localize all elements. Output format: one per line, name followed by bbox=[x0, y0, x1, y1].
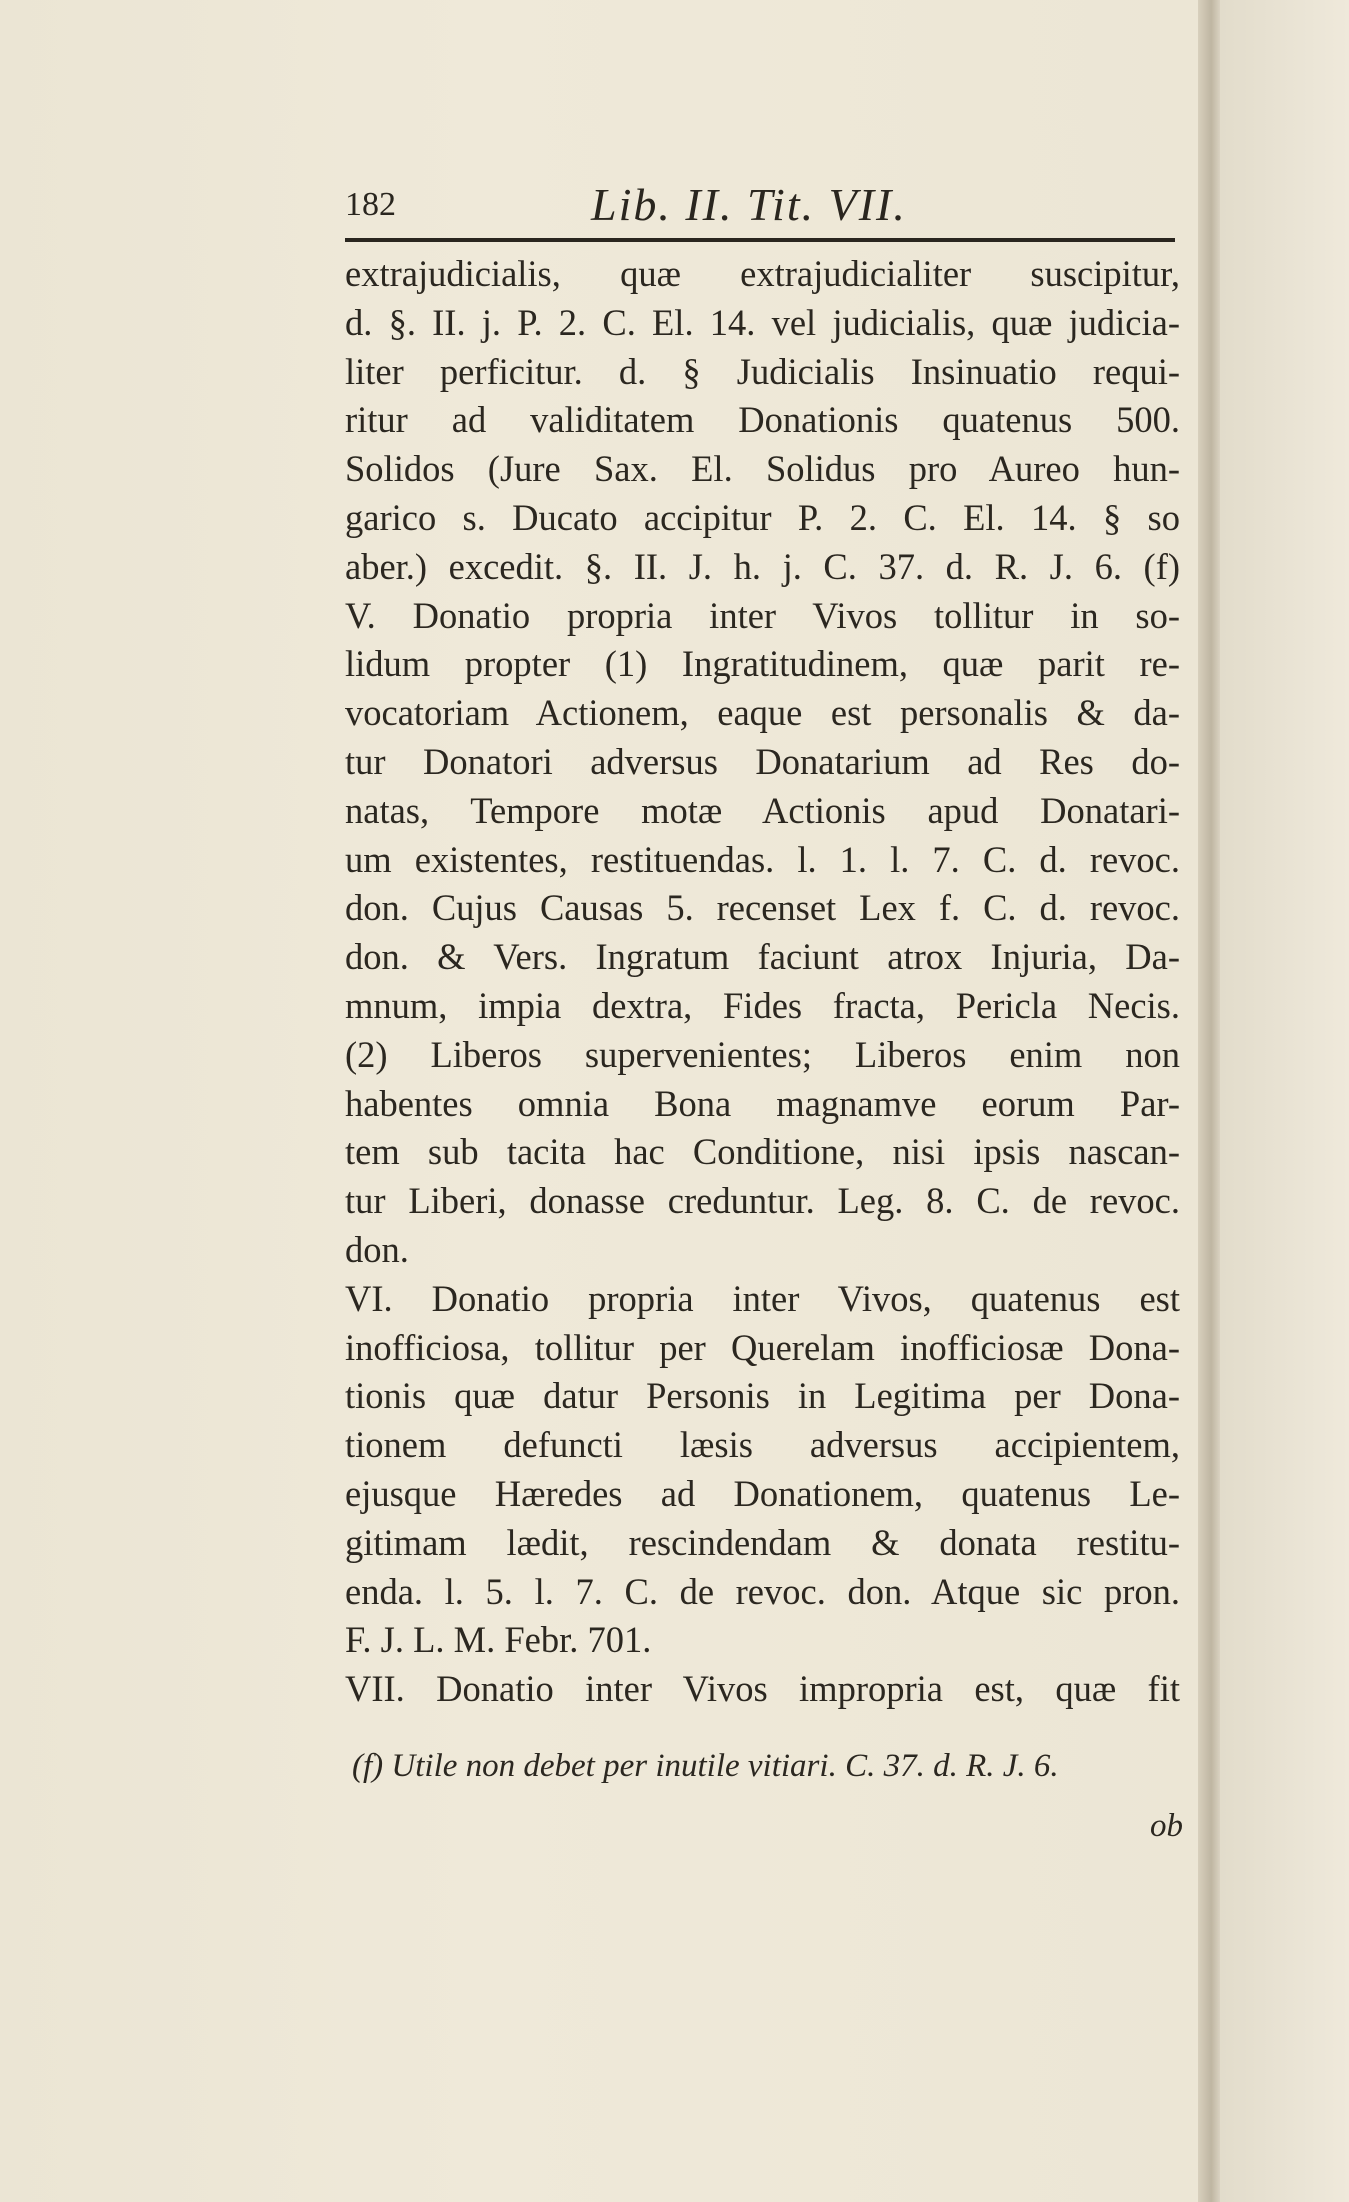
text-line: enda. l. 5. l. 7. C. de revoc. don. Atque sic pron. bbox=[345, 1570, 1180, 1612]
text-line: habentes omnia Bona magnamve eorum Par- bbox=[345, 1082, 1180, 1124]
catchword: ob bbox=[1150, 1808, 1183, 1844]
text-line: ejusque Hæredes ad Donationem, quatenus Le- bbox=[345, 1472, 1180, 1514]
header-rule bbox=[345, 238, 1175, 242]
text-line: (2) Liberos supervenientes; Liberos enim non bbox=[345, 1033, 1180, 1075]
text-line: ritur ad validitatem Donationis quatenus 500. bbox=[345, 399, 1180, 441]
text-line: VII. Donatio inter Vivos impropria est, quæ fit bbox=[345, 1668, 1180, 1710]
text-line: don. Cujus Causas 5. recenset Lex f. C. d. revoc. bbox=[345, 887, 1180, 929]
text-line: tur Donatori adversus Donatarium ad Res do- bbox=[345, 740, 1180, 782]
text-line: gitimam lædit, rescindendam & donata restitu- bbox=[345, 1521, 1180, 1563]
text-line: aber.) excedit. §. II. J. h. j. C. 37. d. R. J. 6. (f) bbox=[345, 545, 1180, 587]
text-line: VI. Donatio propria inter Vivos, quatenus est bbox=[345, 1277, 1180, 1319]
text-line: natas, Tempore motæ Actionis apud Donatari- bbox=[345, 789, 1180, 831]
text-line: Solidos (Jure Sax. El. Solidus pro Aureo hun- bbox=[345, 448, 1180, 490]
text-line: F. J. L. M. Febr. 701. bbox=[345, 1619, 652, 1661]
body-text bbox=[345, 250, 1180, 1714]
text-line: lidum propter (1) Ingratitudinem, quæ parit re- bbox=[345, 643, 1180, 685]
text-line: vocatoriam Actionem, eaque est personalis & da- bbox=[345, 692, 1180, 734]
text-line: don. & Vers. Ingratum faciunt atrox Injuria, Da- bbox=[345, 936, 1180, 978]
footnote: (f) Utile non debet per inutile vitiari. C. 37. d. R. J. 6. bbox=[352, 1748, 1059, 1784]
text-line: liter perficitur. d. § Judicialis Insinuatio requi- bbox=[345, 350, 1180, 392]
text-line: don. bbox=[345, 1228, 409, 1270]
text-line: extrajudicialis, quæ extrajudicialiter suscipitur, bbox=[345, 253, 1180, 294]
facing-page-edge bbox=[1220, 0, 1349, 2202]
text-line: mnum, impia dextra, Fides fracta, Pericla Necis. bbox=[345, 984, 1180, 1026]
text-line: tionis quæ datur Personis in Legitima per Dona- bbox=[345, 1375, 1180, 1417]
text-line: V. Donatio propria inter Vivos tollitur in so- bbox=[345, 594, 1180, 636]
text-line: garico s. Ducato accipitur P. 2. C. El. 14. § so bbox=[345, 496, 1180, 538]
running-head: Lib. II. Tit. VII. bbox=[591, 179, 907, 230]
page-header bbox=[345, 178, 1175, 238]
page-number: 182 bbox=[345, 186, 396, 223]
text-line: um existentes, restituendas. l. 1. l. 7. C. d. revoc. bbox=[345, 838, 1180, 880]
text-line: tionem defuncti læsis adversus accipientem, bbox=[345, 1424, 1180, 1466]
text-line: tur Liberi, donasse creduntur. Leg. 8. C. de revoc. bbox=[345, 1180, 1180, 1222]
book-gutter bbox=[1198, 0, 1220, 2202]
text-line: d. §. II. j. P. 2. C. El. 14. vel judicialis, quæ judicia- bbox=[345, 301, 1180, 343]
text-line: inofficiosa, tollitur per Querelam inofficiosæ Dona- bbox=[345, 1326, 1180, 1368]
text-line: tem sub tacita hac Conditione, nisi ipsis nascan- bbox=[345, 1131, 1180, 1173]
